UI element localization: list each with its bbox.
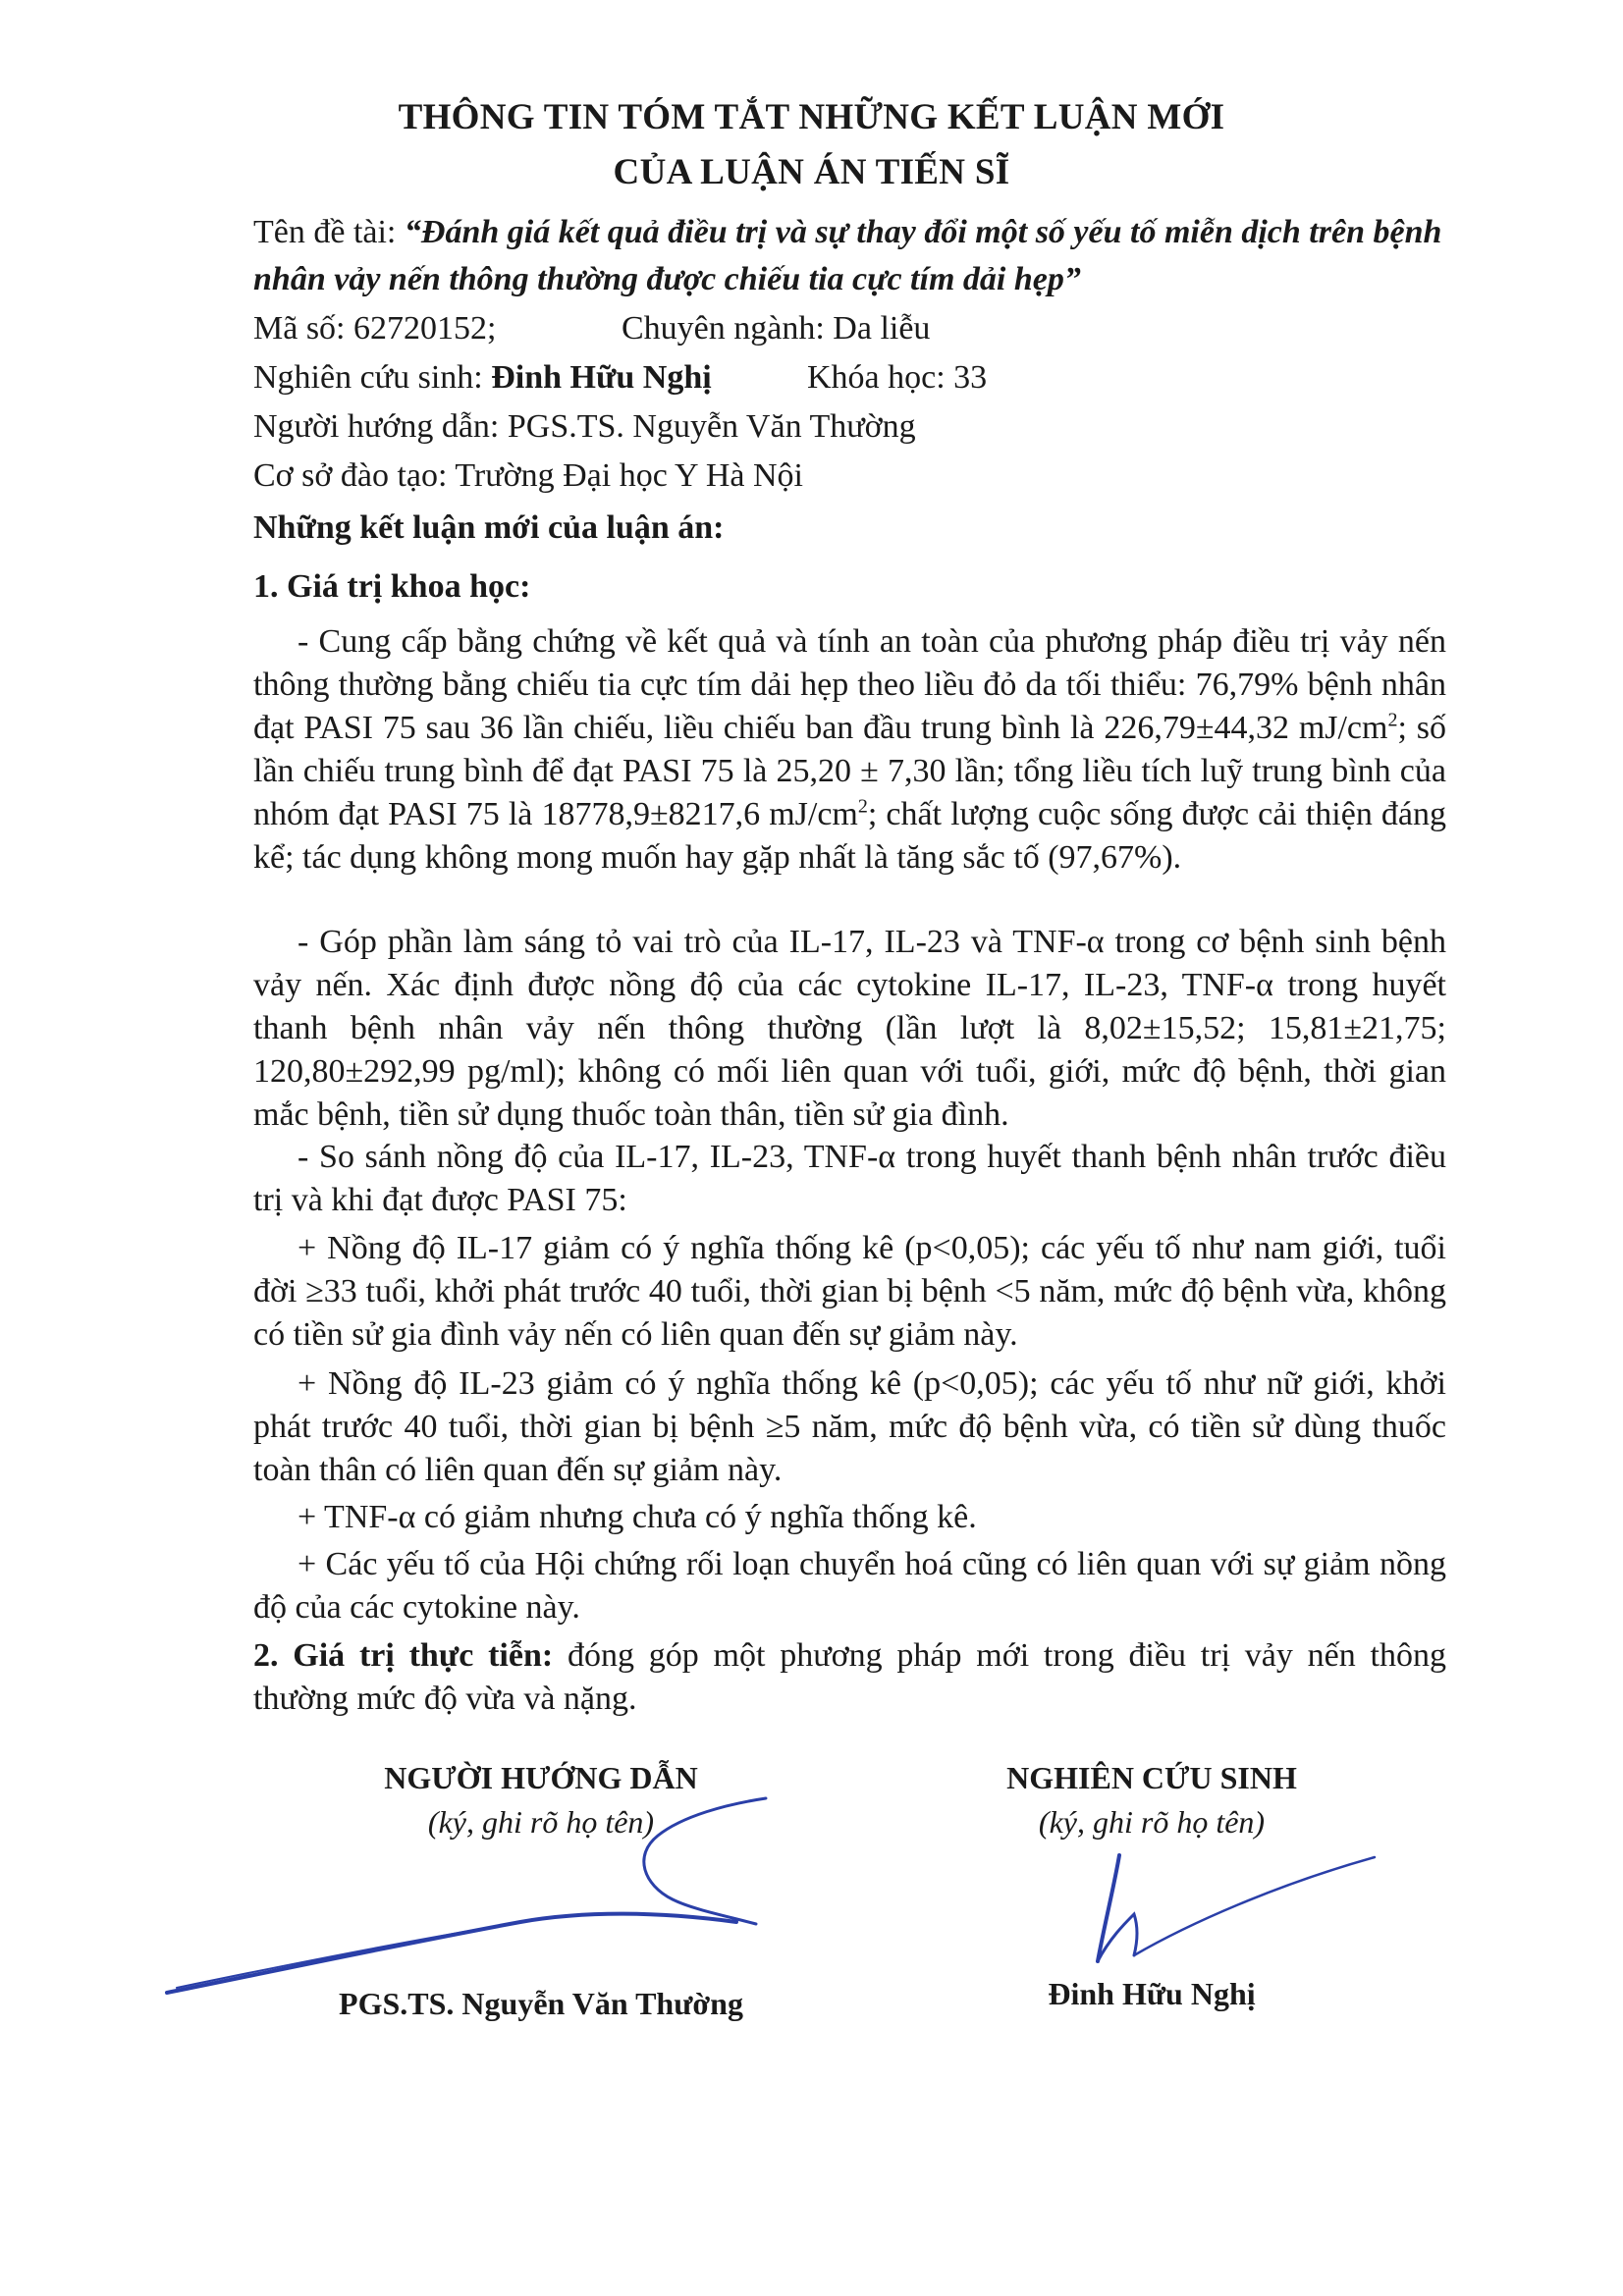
major-line: Chuyên ngành: Da liễu [622,310,931,347]
section2-title: 2. Giá trị thực tiễn: [253,1637,554,1674]
student-name: Đinh Hữu Nghị [491,359,712,396]
topic-title-part1: “Đánh giá kết quả điều trị và sự thay đổi một số yếu tố miễn dịch trên bệnh [404,214,1442,250]
institution-line: Cơ sở đào tạo: Trường Đại học Y Hà Nội [253,457,803,494]
paragraph-metabolic: + Các yếu tố của Hội chứng rối loạn chuyển hoá cũng có liên quan với sự giảm nồng độ của các cytokine này. [253,1546,1446,1626]
paragraph-evidence-part1: - Cung cấp bằng chứng về kết quả và tính an toàn của phương pháp điều trị vảy nến thông thường bằng chiếu tia cực tím dải hẹp theo liều đỏ da tối thiểu: 76,79% bệnh nhân đạt PASI 75 sau 36 lần chiếu, liều chiếu ban đầu trung bình là 226,79±44,32 mJ/cm [253,623,1446,746]
paragraph-evidence [253,620,1446,880]
paragraph-comparison: - So sánh nồng độ của IL-17, IL-23, TNF-α trong huyết thanh bệnh nhân trước điều trị và khi đạt được PASI 75: [253,1139,1446,1218]
section2-paragraph [253,1634,1446,1721]
paragraph-tnf: + TNF-α có giảm nhưng chưa có ý nghĩa thống kê. [298,1499,977,1535]
superscript: 2 [857,795,868,818]
paragraph-il23: + Nồng độ IL-23 giảm có ý nghĩa thống kê (p<0,05); các yếu tố như nữ giới, khởi phát trước 40 tuổi, thời gian bị bệnh ≥5 năm, mức độ bệnh vừa, có tiền sử dùng thuốc toàn thân có liên quan đến sự giảm này. [253,1365,1446,1488]
topic-title-part2: nhân vảy nến thông thường được chiếu tia cực tím dải hẹp” [253,261,1081,297]
document-title-line2: CỦA LUẬN ÁN TIẾN SĨ [613,152,1010,192]
advisor-line: Người hướng dẫn: PGS.TS. Nguyễn Văn Thường [253,408,916,445]
student-label: Nghiên cứu sinh: [253,359,492,396]
course-line: Khóa học: 33 [807,359,988,396]
student-handwritten-signature [1080,1845,1394,1973]
section1-title: 1. Giá trị khoa học: [253,568,531,605]
topic-label: Tên đề tài: [253,214,405,250]
student-signature-title: NGHIÊN CỨU SINH [1006,1760,1297,1795]
section2-text: đóng góp một phương pháp mới trong điều trị vảy nến thông thường mức độ vừa và nặng. [253,1637,1446,1717]
superscript: 2 [1387,709,1398,731]
advisor-handwritten-signature [147,1787,815,2012]
paragraph-cytokine-role: - Góp phần làm sáng tỏ vai trò của IL-17, IL-23 và TNF-α trong cơ bệnh sinh bệnh vảy nến. Xác định được nồng độ của các cytokine IL-17, IL-23, TNF-α trong huyết thanh bệnh nhân vảy nến thông thường (lần lượt là 8,02±15,52; 15,81±21,75; 120,80±292,99 pg/ml); không có mối liên quan với tuổi, giới, mức độ bệnh, thời gian mắc bệnh, tiền sử dụng thuốc toàn thân, tiền sử gia đình. [253,924,1446,1133]
code-line: Mã số: 62720152; [253,310,497,347]
advisor-signature-title: NGƯỜI HƯỚNG DẪN [384,1760,698,1795]
student-signature-note: (ký, ghi rõ họ tên) [1038,1804,1266,1840]
student-signature-name: Đinh Hữu Nghị [1048,1976,1256,2011]
paragraph-il17: + Nồng độ IL-17 giảm có ý nghĩa thống kê (p<0,05); các yếu tố như nam giới, tuổi đời ≥33 tuổi, khởi phát trước 40 tuổi, thời gian bị bệnh <5 năm, mức độ bệnh vừa, không có tiền sử gia đình vảy nến có liên quan đến sự giảm này. [253,1230,1446,1353]
conclusions-heading: Những kết luận mới của luận án: [253,509,725,546]
document-title-line1: THÔNG TIN TÓM TẮT NHỮNG KẾT LUẬN MỚI [398,97,1225,137]
paragraph-evidence-part3: ; chất lượng cuộc sống được cải thiện đáng kể; tác dụng không mong muốn hay gặp nhất là tăng sắc tố (97,67%). [253,796,1446,876]
advisor-signature-name: PGS.TS. Nguyễn Văn Thường [339,1986,743,2021]
topic-line1 [253,214,1441,251]
paragraph-evidence-part2: ; số lần chiếu trung bình để đạt PASI 75 là 25,20 ± 7,30 lần; tổng liều tích luỹ trung bình của nhóm đạt PASI 75 là 18778,9±8217,6 mJ/cm [253,710,1446,832]
advisor-signature-note: (ký, ghi rõ họ tên) [427,1804,655,1840]
student-line [253,359,712,397]
